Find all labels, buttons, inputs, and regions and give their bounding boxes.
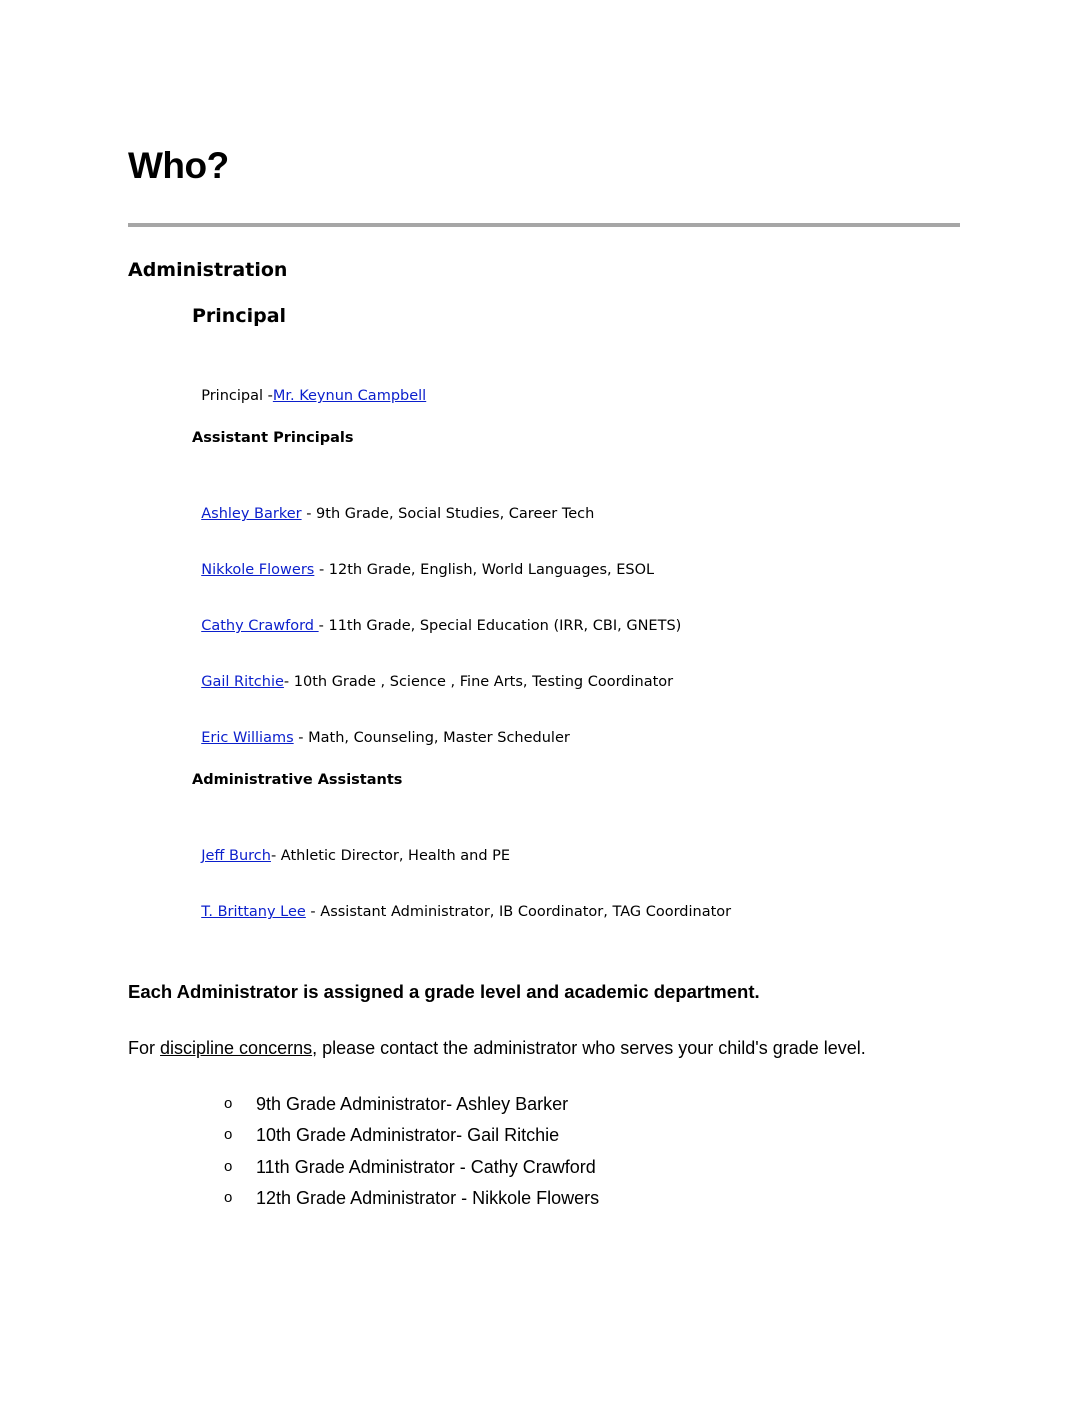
discipline-note-rest: , please contact the administrator who serves your child's grade level.: [312, 1038, 866, 1058]
list-item: [224, 1123, 599, 1154]
assistant-principal-duties: - 12th Grade, English, World Languages, ESOL: [314, 562, 655, 578]
discipline-note-lead: For: [128, 1038, 161, 1058]
assistant-principal-duties: - Math, Counseling, Master Scheduler: [293, 730, 570, 746]
grade-administrator-text: 11th Grade Administrator - Cathy Crawford: [256, 1156, 596, 1177]
principal-prefix: Principal -: [201, 388, 273, 404]
list-item: [224, 1155, 599, 1186]
administration-heading: Administration: [128, 259, 288, 281]
bullet-circle-icon: o: [224, 1188, 233, 1206]
administrative-assistant-duties: - Athletic Director, Health and PE: [270, 848, 511, 864]
assistant-principal-link[interactable]: Nikkole Flowers: [201, 562, 315, 578]
grade-administrator-text: 12th Grade Administrator - Nikkole Flowers: [256, 1187, 600, 1208]
assistant-principal-row: [192, 540, 654, 580]
principal-line: [192, 366, 426, 406]
list-item: [224, 1186, 599, 1217]
assistant-principal-duties: - 10th Grade , Science , Fine Arts, Testing Coordinator: [283, 674, 674, 690]
assistant-principal-row: [192, 484, 594, 524]
administrative-assistant-link[interactable]: Jeff Burch: [201, 848, 271, 864]
list-item: [224, 1092, 599, 1123]
assistant-principal-link[interactable]: Gail Ritchie: [201, 674, 284, 690]
administrative-assistant-row: [192, 826, 510, 866]
grade-administrator-text: 9th Grade Administrator- Ashley Barker: [256, 1094, 569, 1114]
grade-administrator-list: [224, 1092, 599, 1217]
principal-name-link[interactable]: Mr. Keynun Campbell: [272, 388, 427, 404]
assistant-principal-duties: - 11th Grade, Special Education (IRR, CBI, GNETS): [318, 618, 682, 634]
assistant-principal-link[interactable]: Eric Williams: [201, 730, 294, 746]
title-divider: [128, 223, 960, 227]
assistant-principal-link[interactable]: Cathy Crawford: [201, 618, 319, 634]
administrative-assistant-duties: - Assistant Administrator, IB Coordinator, TAG Coordinator: [305, 904, 732, 920]
administrative-assistant-row: [192, 882, 731, 922]
assignment-note-heading: Each Administrator is assigned a grade level and academic department.: [128, 981, 760, 1002]
page-title: Who?: [128, 145, 229, 186]
assistant-principal-row: [192, 708, 570, 748]
principal-heading: Principal: [192, 305, 287, 327]
administrative-assistants-heading: Administrative Assistants: [192, 772, 403, 788]
assistant-principals-heading: Assistant Principals: [192, 430, 354, 446]
assistant-principal-duties: - 9th Grade, Social Studies, Career Tech: [301, 506, 595, 522]
discipline-concerns-text: discipline concerns: [160, 1038, 313, 1058]
bullet-circle-icon: o: [224, 1157, 233, 1175]
bullet-circle-icon: o: [224, 1126, 233, 1144]
bullet-circle-icon: o: [224, 1095, 233, 1112]
assistant-principal-link[interactable]: Ashley Barker: [201, 506, 302, 522]
grade-administrator-text: 10th Grade Administrator- Gail Ritchie: [256, 1125, 560, 1146]
administrative-assistant-link[interactable]: T. Brittany Lee: [201, 904, 306, 920]
assistant-principal-row: [192, 596, 681, 636]
discipline-note: [128, 1036, 866, 1060]
assistant-principal-row: [192, 652, 673, 692]
